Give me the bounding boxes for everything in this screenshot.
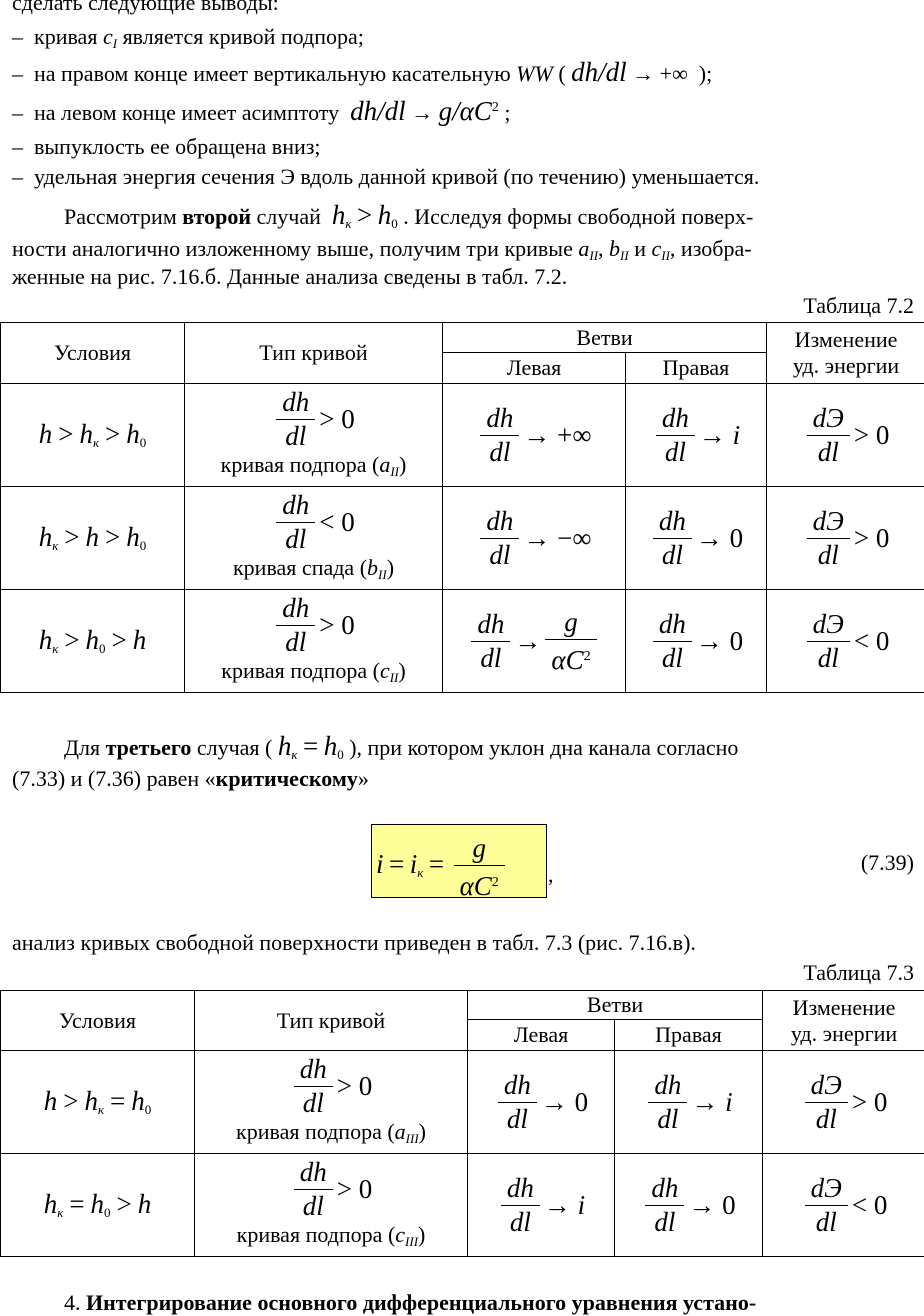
header-energy: Изменение уд. энергии xyxy=(763,991,924,1051)
curve-type-cell: $\frac{dh}{dl}$ > 0 кривая подпора $(c_{II})$ xyxy=(185,590,443,693)
bullet-5: – удельная энергия сечения Э вдоль данной кривой (по течению) уменьшается. xyxy=(12,164,760,189)
para4: анализ кривых свободной поверхности приведен в табл. 7.3 (рис. 7.16.в). xyxy=(12,930,696,955)
bullet-4: – выпуклость ее обращена вниз; xyxy=(12,134,321,159)
table-row xyxy=(1,1051,924,1154)
energy-cell: $\frac{dЭ}{dl}$ < 0 xyxy=(767,590,924,693)
header-left: Левая xyxy=(468,1020,615,1051)
table-7-3 xyxy=(0,990,924,1257)
header-right: Правая xyxy=(626,353,767,384)
table-row xyxy=(1,487,924,590)
right-branch-cell: $\frac{dh}{dl}$ → i xyxy=(626,384,767,487)
table-row xyxy=(1,590,924,693)
energy-cell: $\frac{dЭ}{dl}$ < 0 xyxy=(763,1154,924,1257)
condition-cell: $h > h_к = h_0$ xyxy=(1,1051,195,1154)
formula-comma: , xyxy=(548,862,554,887)
left-branch-cell: $\frac{dh}{dl}$ → −∞ xyxy=(443,487,626,590)
header-branches: Ветви xyxy=(468,991,763,1020)
para2-line2: ности аналогично изложенному выше, получим три кривые $a_{II}$, $b_{II}$ и $c_{II}$, изобра- xyxy=(12,236,752,263)
left-branch-cell: $\frac{dh}{dl}$ → +∞ xyxy=(443,384,626,487)
table-7-2 xyxy=(0,322,924,693)
left-branch-cell: $\frac{dh}{dl}$ → $\frac{g}{\alpha C^2}$ xyxy=(443,590,626,693)
bullet-2: – на правом конце имеет вертикальную касательную WW ( dh/dl → +∞ ); xyxy=(12,57,713,87)
energy-cell: $\frac{dЭ}{dl}$ > 0 xyxy=(767,384,924,487)
header-conditions: Условия xyxy=(1,991,195,1051)
energy-cell: $\frac{dЭ}{dl}$ > 0 xyxy=(767,487,924,590)
para2-line3: женные на рис. 7.16.б. Данные анализа сведены в табл. 7.2. xyxy=(12,264,568,289)
energy-cell: $\frac{dЭ}{dl}$ > 0 xyxy=(763,1051,924,1154)
right-branch-cell: $\frac{dh}{dl}$ → i xyxy=(615,1051,763,1154)
curve-type-cell: $\frac{dh}{dl}$ > 0 кривая подпора $(a_{II})$ xyxy=(185,384,443,487)
right-branch-cell: $\frac{dh}{dl}$ → 0 xyxy=(626,590,767,693)
right-branch-cell: $\frac{dh}{dl}$ → 0 xyxy=(615,1154,763,1257)
para3-line2: (7.33) и (7.36) равен «критическому» xyxy=(12,766,369,791)
bullet-3: – на левом конце имеет асимптоту $dh/dl \to g/\alpha C^2$ ; xyxy=(12,96,511,126)
condition-cell: $h_к > h_0 > h$ xyxy=(1,590,185,693)
curve-type-cell: $\frac{dh}{dl}$ > 0 кривая подпора $(a_{III})$ xyxy=(195,1051,468,1154)
condition-cell: $h_к = h_0 > h$ xyxy=(1,1154,195,1257)
right-branch-cell: $\frac{dh}{dl}$ → 0 xyxy=(626,487,767,590)
para2-line1: Рассмотрим второй случай $h_к > h_0$ . Исследуя формы свободной поверх- xyxy=(64,200,754,231)
header-conditions: Условия xyxy=(1,323,185,384)
header-left: Левая xyxy=(443,353,626,384)
formula-7-39: $i = i_к$ = $\frac{g}{\alpha C^2}$ xyxy=(376,832,509,903)
para3-line1: Для третьего случая ( $h_к = h_0$ ), при котором уклон дна канала согласно xyxy=(64,731,739,762)
header-curve-type: Тип кривой xyxy=(195,991,468,1051)
section-heading: 4. Интегрирование основного дифференциального уравнения устано- xyxy=(64,1290,757,1315)
curve-type-cell: $\frac{dh}{dl}$ > 0 кривая подпора $(c_{III})$ xyxy=(195,1154,468,1257)
curve-type-cell: $\frac{dh}{dl}$ < 0 кривая спада $(b_{II})$ xyxy=(185,487,443,590)
left-branch-cell: $\frac{dh}{dl}$ → i xyxy=(468,1154,615,1257)
table-row xyxy=(1,1154,924,1257)
table-row xyxy=(1,384,924,487)
bullet-1: – кривая $c_I$ является кривой подпора; xyxy=(12,24,364,51)
left-branch-cell: $\frac{dh}{dl}$ → 0 xyxy=(468,1051,615,1154)
header-right: Правая xyxy=(615,1020,763,1051)
intro-line: сделать следующие выводы: xyxy=(12,0,279,15)
condition-cell: $h > h_к > h_0$ xyxy=(1,384,185,487)
table72-caption: Таблица 7.2 xyxy=(803,293,914,318)
header-branches: Ветви xyxy=(443,323,767,353)
header-curve-type: Тип кривой xyxy=(185,323,443,384)
condition-cell: $h_к > h > h_0$ xyxy=(1,487,185,590)
header-energy: Изменение уд. энергии xyxy=(767,323,924,384)
equation-number: (7.39) xyxy=(860,850,914,875)
table73-caption: Таблица 7.3 xyxy=(803,960,914,985)
